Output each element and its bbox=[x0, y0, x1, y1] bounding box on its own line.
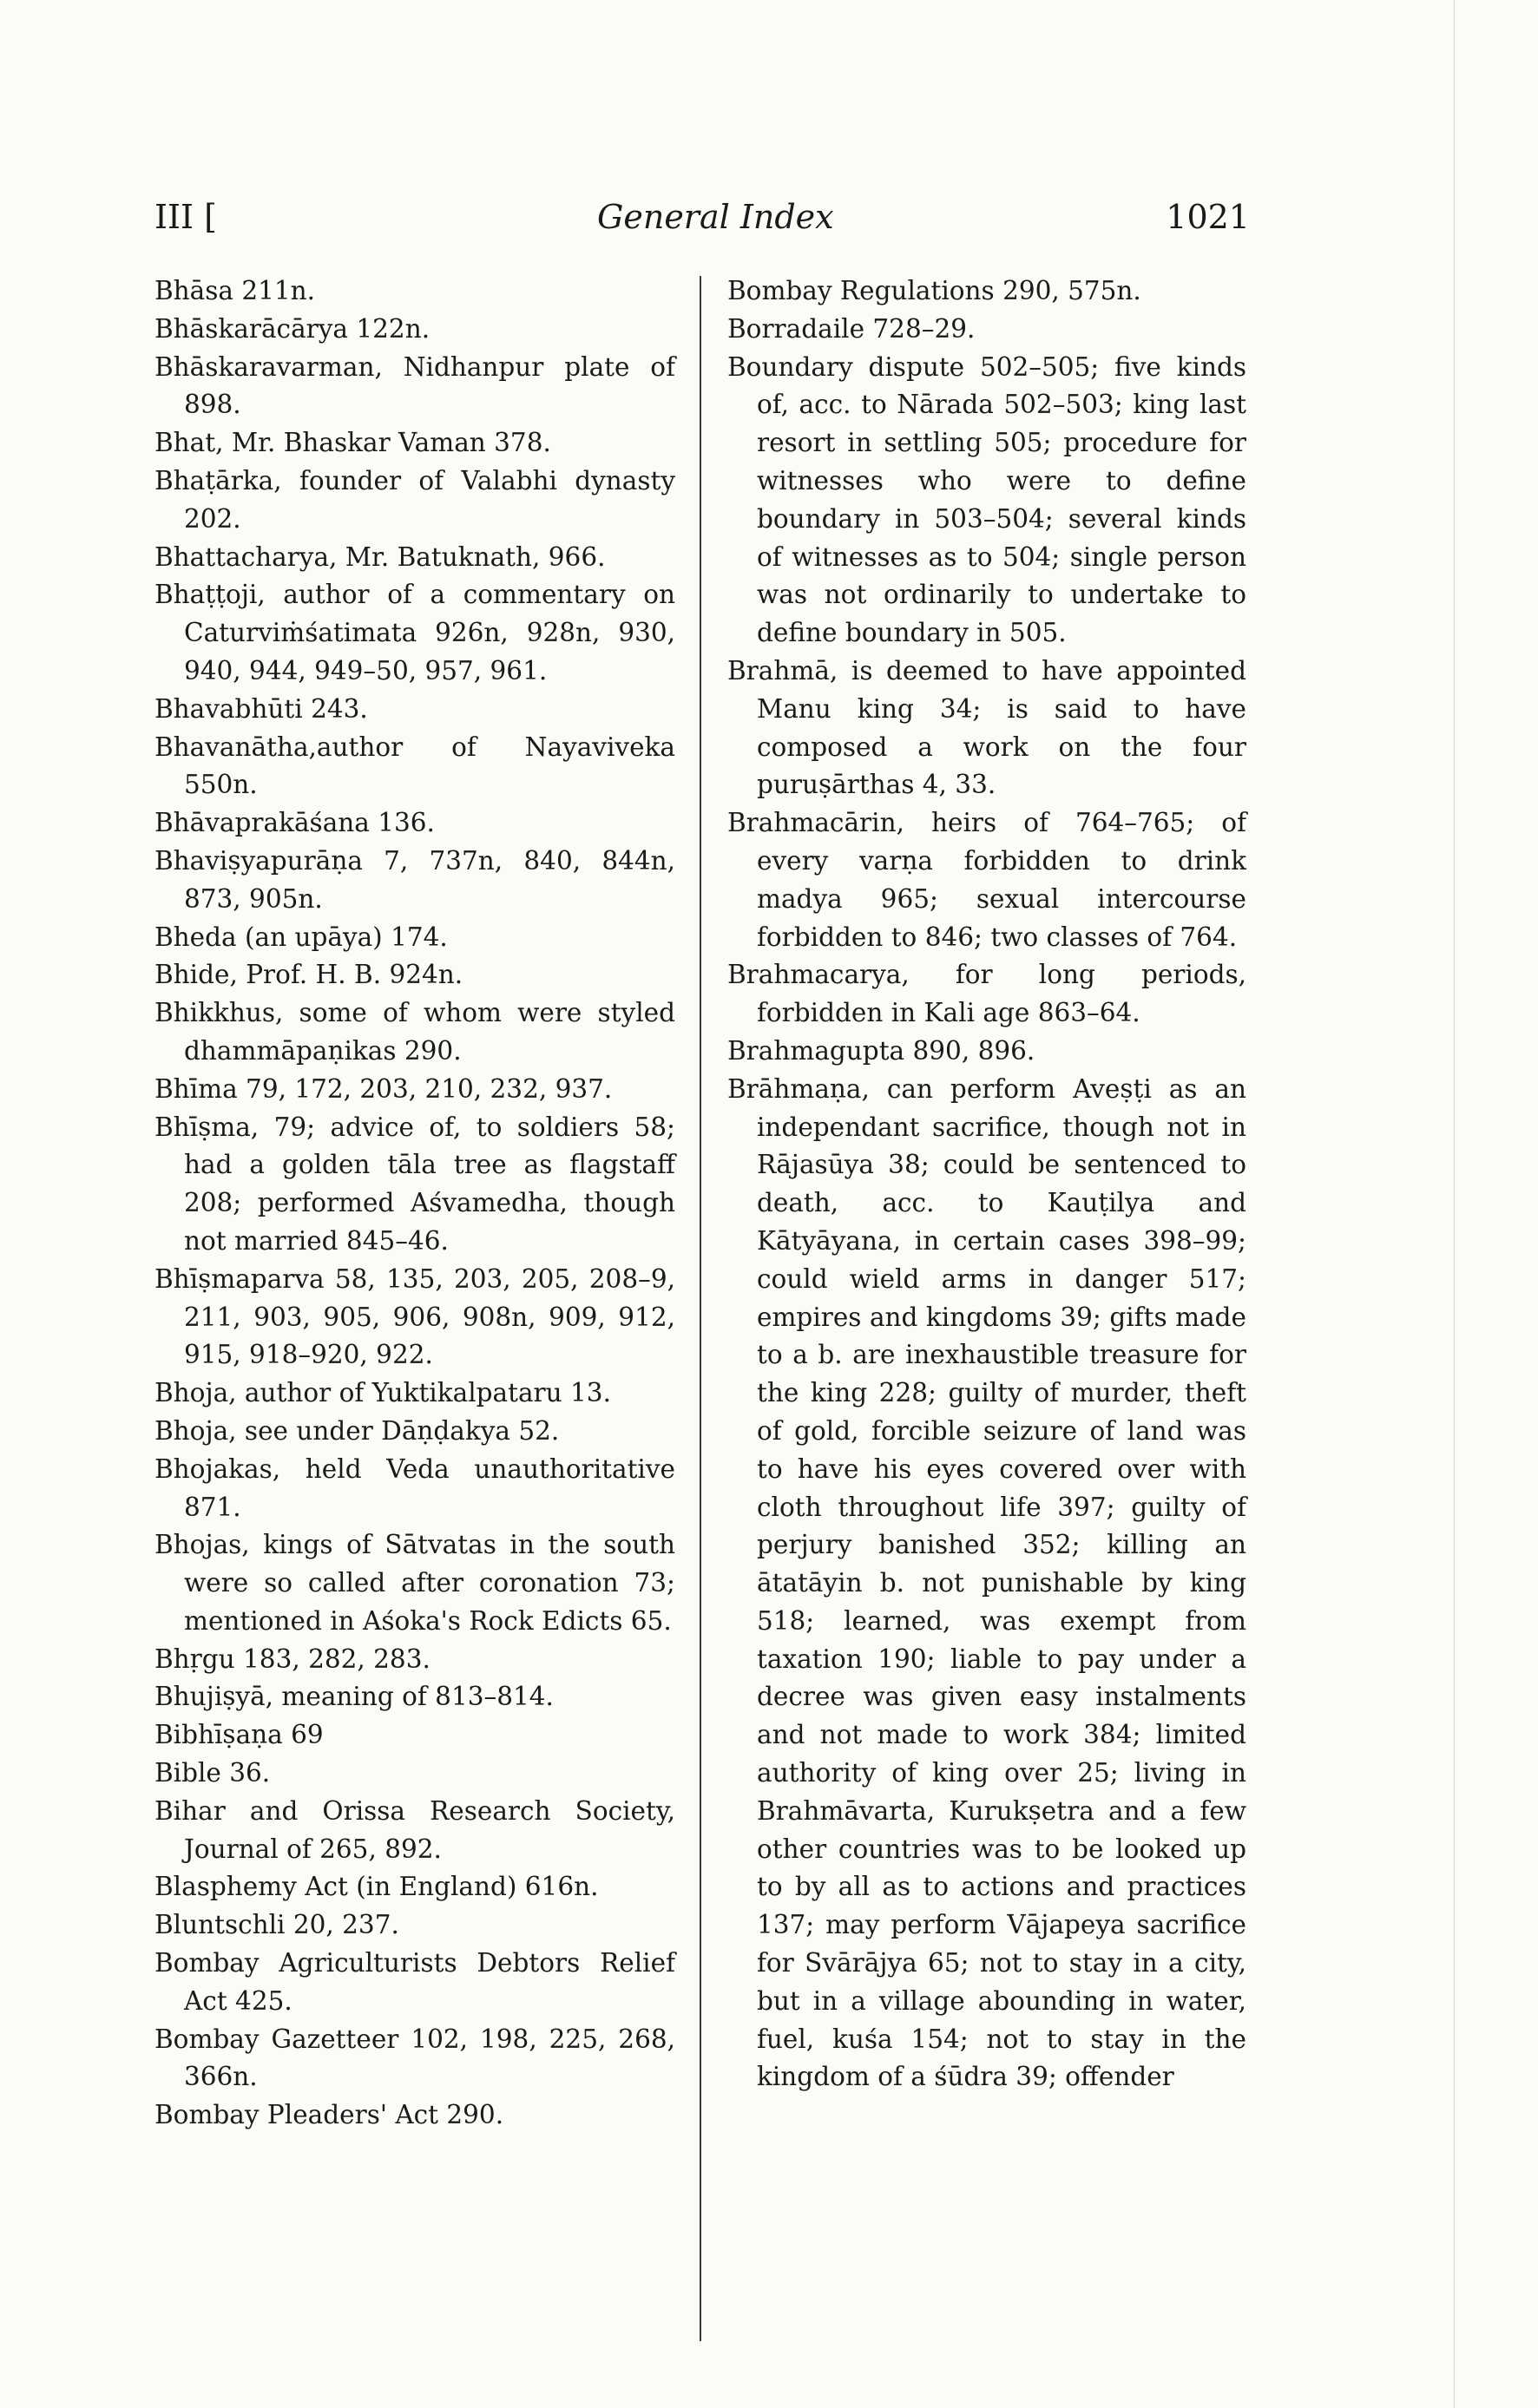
index-entry: Blasphemy Act (in England) 616n. bbox=[154, 1872, 599, 1902]
index-entry: Bhāskarācārya 122n. bbox=[154, 313, 431, 344]
index-entry: Brāhmaṇa, can perform Aveṣṭi as an independant sacrifice, though not in Rājasūya 38; could be sentenced to death, acc. to Kauṭilya and Kātyāyana, in certain cases 398–99; could wield arms in danger 517; empires and kingdoms 39; gifts made to a b. are inexhaustible treasure for the king 228; guilty of murder, theft of gold, forcible seizure of land was to have his eyes covered over with cloth throughout life 397; guilty of perjury banished 352; killing an ātatāyin b. not punishable by king 518; learned, was exempt from taxation 190; liable to pay under a decree was given easy instalments and not made to work 384; limited authority of king over 25; living in Brahmāvarta, Kurukṣetra and a few other countries was to be looked up to by all as to actions and practices 137; may perform Vājapeya sacrifice for Svārājya 65; not to stay in a city, but in a village abounding in water, fuel, kuśa 154; not to stay in the kingdom of a śūdra 39; offender bbox=[727, 1073, 1246, 2092]
index-entry: Bombay Regulations 290, 575n. bbox=[727, 276, 1141, 305]
index-entry: Bhaṭṭoji, author of a commentary on Caturviṁśatimata 926n, 928n, 930, 940, 944, 949–50, 957, 961. bbox=[154, 580, 675, 686]
index-entry: Bhojas, kings of Sātvatas in the south were so called after coronation 73; mentioned in Aśoka's Rock Edicts 65. bbox=[154, 1530, 675, 1636]
index-entry: Bheda (an upāya) 174. bbox=[154, 922, 448, 952]
index-entry: Bhoja, see under Dāṇḍakya 52. bbox=[154, 1415, 560, 1446]
index-entry: Bhīṣmaparva 58, 135, 203, 205, 208–9, 211, 903, 905, 906, 908n, 909, 912, 915, 918–920, 922. bbox=[154, 1263, 675, 1370]
index-entry: Bhīma 79, 172, 203, 210, 232, 937. bbox=[154, 1073, 613, 1104]
index-entry: Bhikkhus, some of whom were styled dhammāpaṇikas 290. bbox=[154, 998, 675, 1066]
index-entry: Bhīṣma, 79; advice of, to soldiers 58; had a golden tāla tree as flagstaff 208; performed Aśvamedha, though not married 845–46. bbox=[154, 1112, 675, 1256]
index-entry: Bluntschli 20, 237. bbox=[154, 1910, 399, 1940]
index-entry: Bombay Agriculturists Debtors Relief Act 425. bbox=[154, 1948, 675, 2016]
index-entry: Bhavabhūti 243. bbox=[154, 693, 368, 724]
index-entry: Borradaile 728–29. bbox=[727, 313, 976, 344]
index-entry: Bombay Pleaders' Act 290. bbox=[154, 2100, 504, 2130]
index-entry: Bible 36. bbox=[154, 1758, 271, 1788]
index-entry: Brahmagupta 890, 896. bbox=[727, 1035, 1035, 1066]
running-title: General Index bbox=[597, 198, 834, 236]
index-entry: Bhattacharya, Mr. Batuknath, 966. bbox=[154, 541, 606, 572]
index-entry: Bhojakas, held Veda unauthoritative 871. bbox=[154, 1453, 675, 1522]
index-entry: Bhujiṣyā, meaning of 813–814. bbox=[154, 1682, 554, 1712]
index-entry: Bhāvaprakāśana 136. bbox=[154, 808, 435, 838]
page-number: 1021 bbox=[1166, 198, 1250, 236]
index-entry: Bhide, Prof. H. B. 924n. bbox=[154, 960, 463, 990]
index-entry: Bhṛgu 183, 282, 283. bbox=[154, 1644, 431, 1674]
index-entry: Bhaṭārka, founder of Valabhi dynasty 202. bbox=[154, 465, 675, 534]
index-entry: Bhat, Mr. Bhaskar Vaman 378. bbox=[154, 428, 551, 458]
index-entry: Boundary dispute 502–505; five kinds of, acc. to Nārada 502–503; king last resort in settling 505; procedure for witnesses who were to define boundary in 503–504; several kinds of witnesses as to 504; single person was not ordinarily to undertake to define boundary in 505. bbox=[727, 351, 1246, 648]
index-entry: Bibhīṣaṇa 69 bbox=[154, 1720, 324, 1750]
right-column bbox=[727, 272, 1246, 2096]
index-entry: Bhaviṣyapurāṇa 7, 737n, 840, 844n, 873, 905n. bbox=[154, 845, 675, 914]
page-header bbox=[154, 198, 1250, 246]
volume-marker: III [ bbox=[154, 198, 217, 236]
index-entry: Brahmacārin, heirs of 764–765; of every varṇa forbidden to drink madya 965; sexual intercourse forbidden to 846; two classes of 764. bbox=[727, 808, 1246, 952]
index-entry: Brahmā, is deemed to have appointed Manu king 34; is said to have composed a work on the four puruṣārthas 4, 33. bbox=[727, 655, 1246, 800]
index-entry: Brahmacarya, for long periods, forbidden in Kali age 863–64. bbox=[727, 960, 1246, 1028]
page-edge bbox=[1454, 0, 1455, 2408]
index-entry: Bhāsa 211n. bbox=[154, 276, 316, 305]
index-entry: Bombay Gazetteer 102, 198, 225, 268, 366n. bbox=[154, 2024, 675, 2092]
left-column bbox=[154, 272, 675, 2135]
index-entry: Bhavanātha,author of Nayaviveka 550n. bbox=[154, 732, 675, 800]
index-entry: Bihar and Orissa Research Society, Journal of 265, 892. bbox=[154, 1795, 675, 1864]
index-entry: Bhoja, author of Yuktikalpataru 13. bbox=[154, 1378, 611, 1408]
index-entry: Bhāskaravarman, Nidhanpur plate of 898. bbox=[154, 351, 675, 420]
column-divider bbox=[700, 276, 701, 2341]
